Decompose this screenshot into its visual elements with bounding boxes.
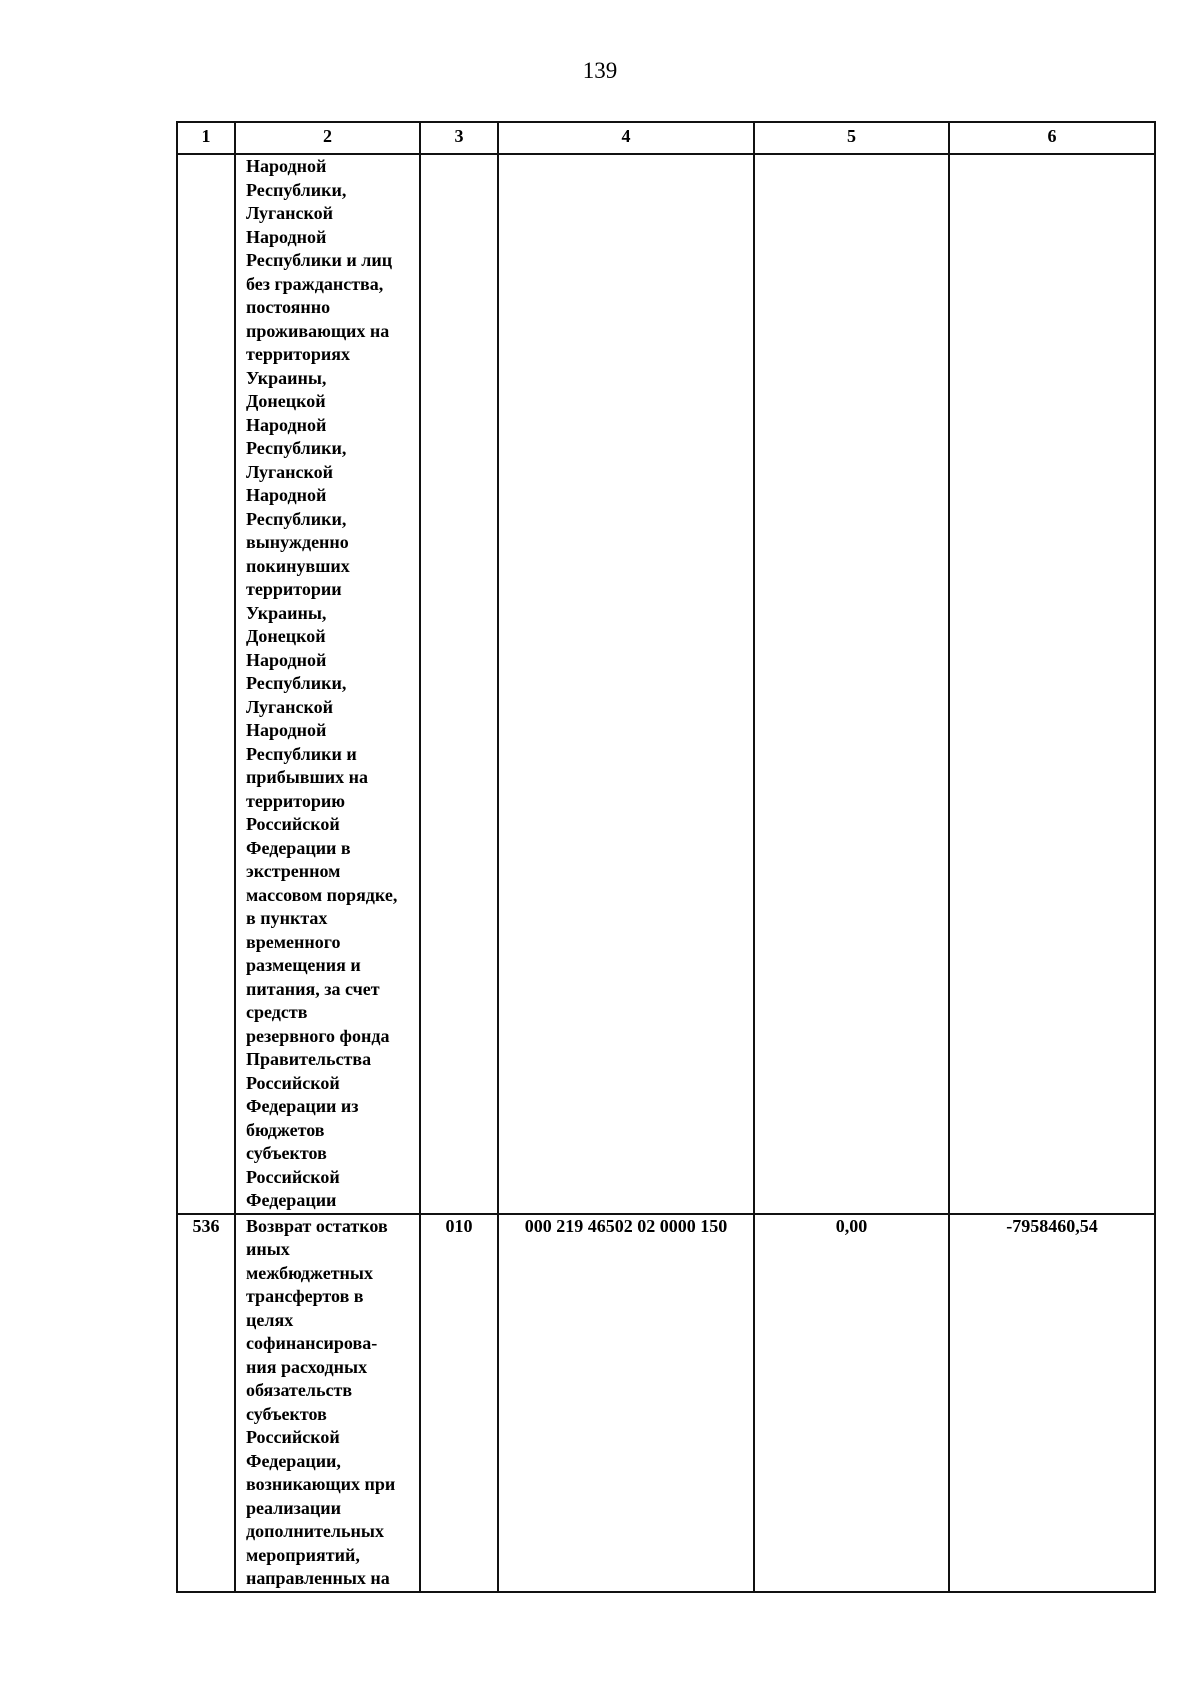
description-line: Луганской: [246, 203, 334, 223]
table-row: [177, 154, 1155, 1214]
description-line: Республики и: [246, 743, 357, 764]
description-line: мероприятий,: [246, 1544, 360, 1565]
description-line: Донецкой: [246, 626, 326, 646]
description-line: проживающих на: [246, 320, 390, 341]
description-line: без гражданства,: [246, 273, 384, 294]
description-line: Федерации: [246, 1190, 337, 1210]
row-col6-cell: [949, 154, 1155, 1214]
description-line: субъектов: [246, 1403, 327, 1424]
description-line: возникающих при: [246, 1474, 396, 1494]
description-line: Народной: [246, 649, 327, 670]
description-line: Федерации,: [246, 1450, 341, 1471]
column-header-2: 2: [235, 122, 420, 154]
description-line: резервного фонда: [246, 1025, 390, 1046]
description-line: Республики и лиц: [246, 250, 393, 270]
description-line: Республики,: [246, 508, 347, 529]
description-line: реализации: [246, 1497, 341, 1518]
description-line: экстренном: [246, 861, 341, 881]
row-col6-cell: -7958460,54: [949, 1214, 1155, 1592]
description-line: трансфертов в: [246, 1286, 364, 1306]
description-line: вынужденно: [246, 532, 349, 552]
description-line: прибывших на: [246, 767, 368, 787]
row-col5-cell: 0,00: [754, 1214, 949, 1592]
description-line: обязательств: [246, 1380, 353, 1400]
description-line: Народной: [246, 226, 327, 247]
description-line: Народной: [246, 414, 327, 435]
description-line: направленных на: [246, 1568, 390, 1588]
description-line: Федерации в: [246, 837, 351, 858]
table-header-row: [177, 122, 1155, 154]
row-col3-cell: 010: [420, 1214, 498, 1592]
description-line: Республики,: [246, 673, 347, 693]
description-line: Украины,: [246, 602, 327, 623]
description-line: Луганской: [246, 696, 334, 717]
description-line: Возврат остатков: [246, 1215, 388, 1236]
column-header-5: 5: [754, 122, 949, 154]
description-line: средств: [246, 1002, 308, 1022]
description-line: размещения и: [246, 955, 361, 975]
row-description-cell: [235, 1214, 420, 1592]
description-line: софинансирова-: [246, 1333, 378, 1353]
description-line: Республики,: [246, 438, 347, 458]
description-line: Луганской: [246, 461, 334, 482]
description-line: Донецкой: [246, 391, 326, 411]
description-line: Российской: [246, 814, 340, 834]
description-line: территорию: [246, 790, 345, 811]
description-line: питания, за счет: [246, 978, 380, 999]
row-code-cell: 000 219 46502 02 0000 150: [498, 1214, 754, 1592]
description-line: Российской: [246, 1166, 340, 1187]
description-line: Российской: [246, 1072, 340, 1093]
row-col3-cell: [420, 154, 498, 1214]
description-line: Правительства: [246, 1049, 372, 1069]
description-line: целях: [246, 1309, 294, 1330]
description-line: бюджетов: [246, 1119, 325, 1140]
description-line: покинувших: [246, 555, 350, 576]
table-row: [177, 1214, 1155, 1592]
column-header-6: 6: [949, 122, 1155, 154]
row-number-cell: 536: [177, 1214, 235, 1592]
description-line: ния расходных: [246, 1356, 368, 1377]
column-header-1: 1: [177, 122, 235, 154]
description-line: иных: [246, 1239, 290, 1259]
description-line: в пунктах: [246, 908, 328, 928]
description-line: территориях: [246, 344, 350, 364]
description-line: Народной: [246, 720, 327, 740]
page-number: 139: [582, 58, 618, 83]
column-header-3: 3: [420, 122, 498, 154]
description-line: дополнительных: [246, 1521, 384, 1541]
row-code-cell: [498, 154, 754, 1214]
description-line: временного: [246, 931, 341, 952]
description-line: Народной: [246, 156, 327, 176]
budget-table: [176, 121, 1156, 1593]
description-line: массовом порядке,: [246, 884, 398, 905]
description-line: Украины,: [246, 367, 327, 388]
description-line: Федерации из: [246, 1096, 359, 1116]
row-number-cell: [177, 154, 235, 1214]
description-line: Республики,: [246, 179, 347, 200]
description-line: Российской: [246, 1427, 340, 1447]
column-header-4: 4: [498, 122, 754, 154]
row-description-cell: [235, 154, 420, 1214]
description-line: постоянно: [246, 297, 331, 317]
description-line: территории: [246, 579, 342, 599]
description-line: субъектов: [246, 1143, 327, 1163]
description-line: межбюджетных: [246, 1262, 373, 1283]
description-line: Народной: [246, 485, 327, 505]
row-col5-cell: [754, 154, 949, 1214]
